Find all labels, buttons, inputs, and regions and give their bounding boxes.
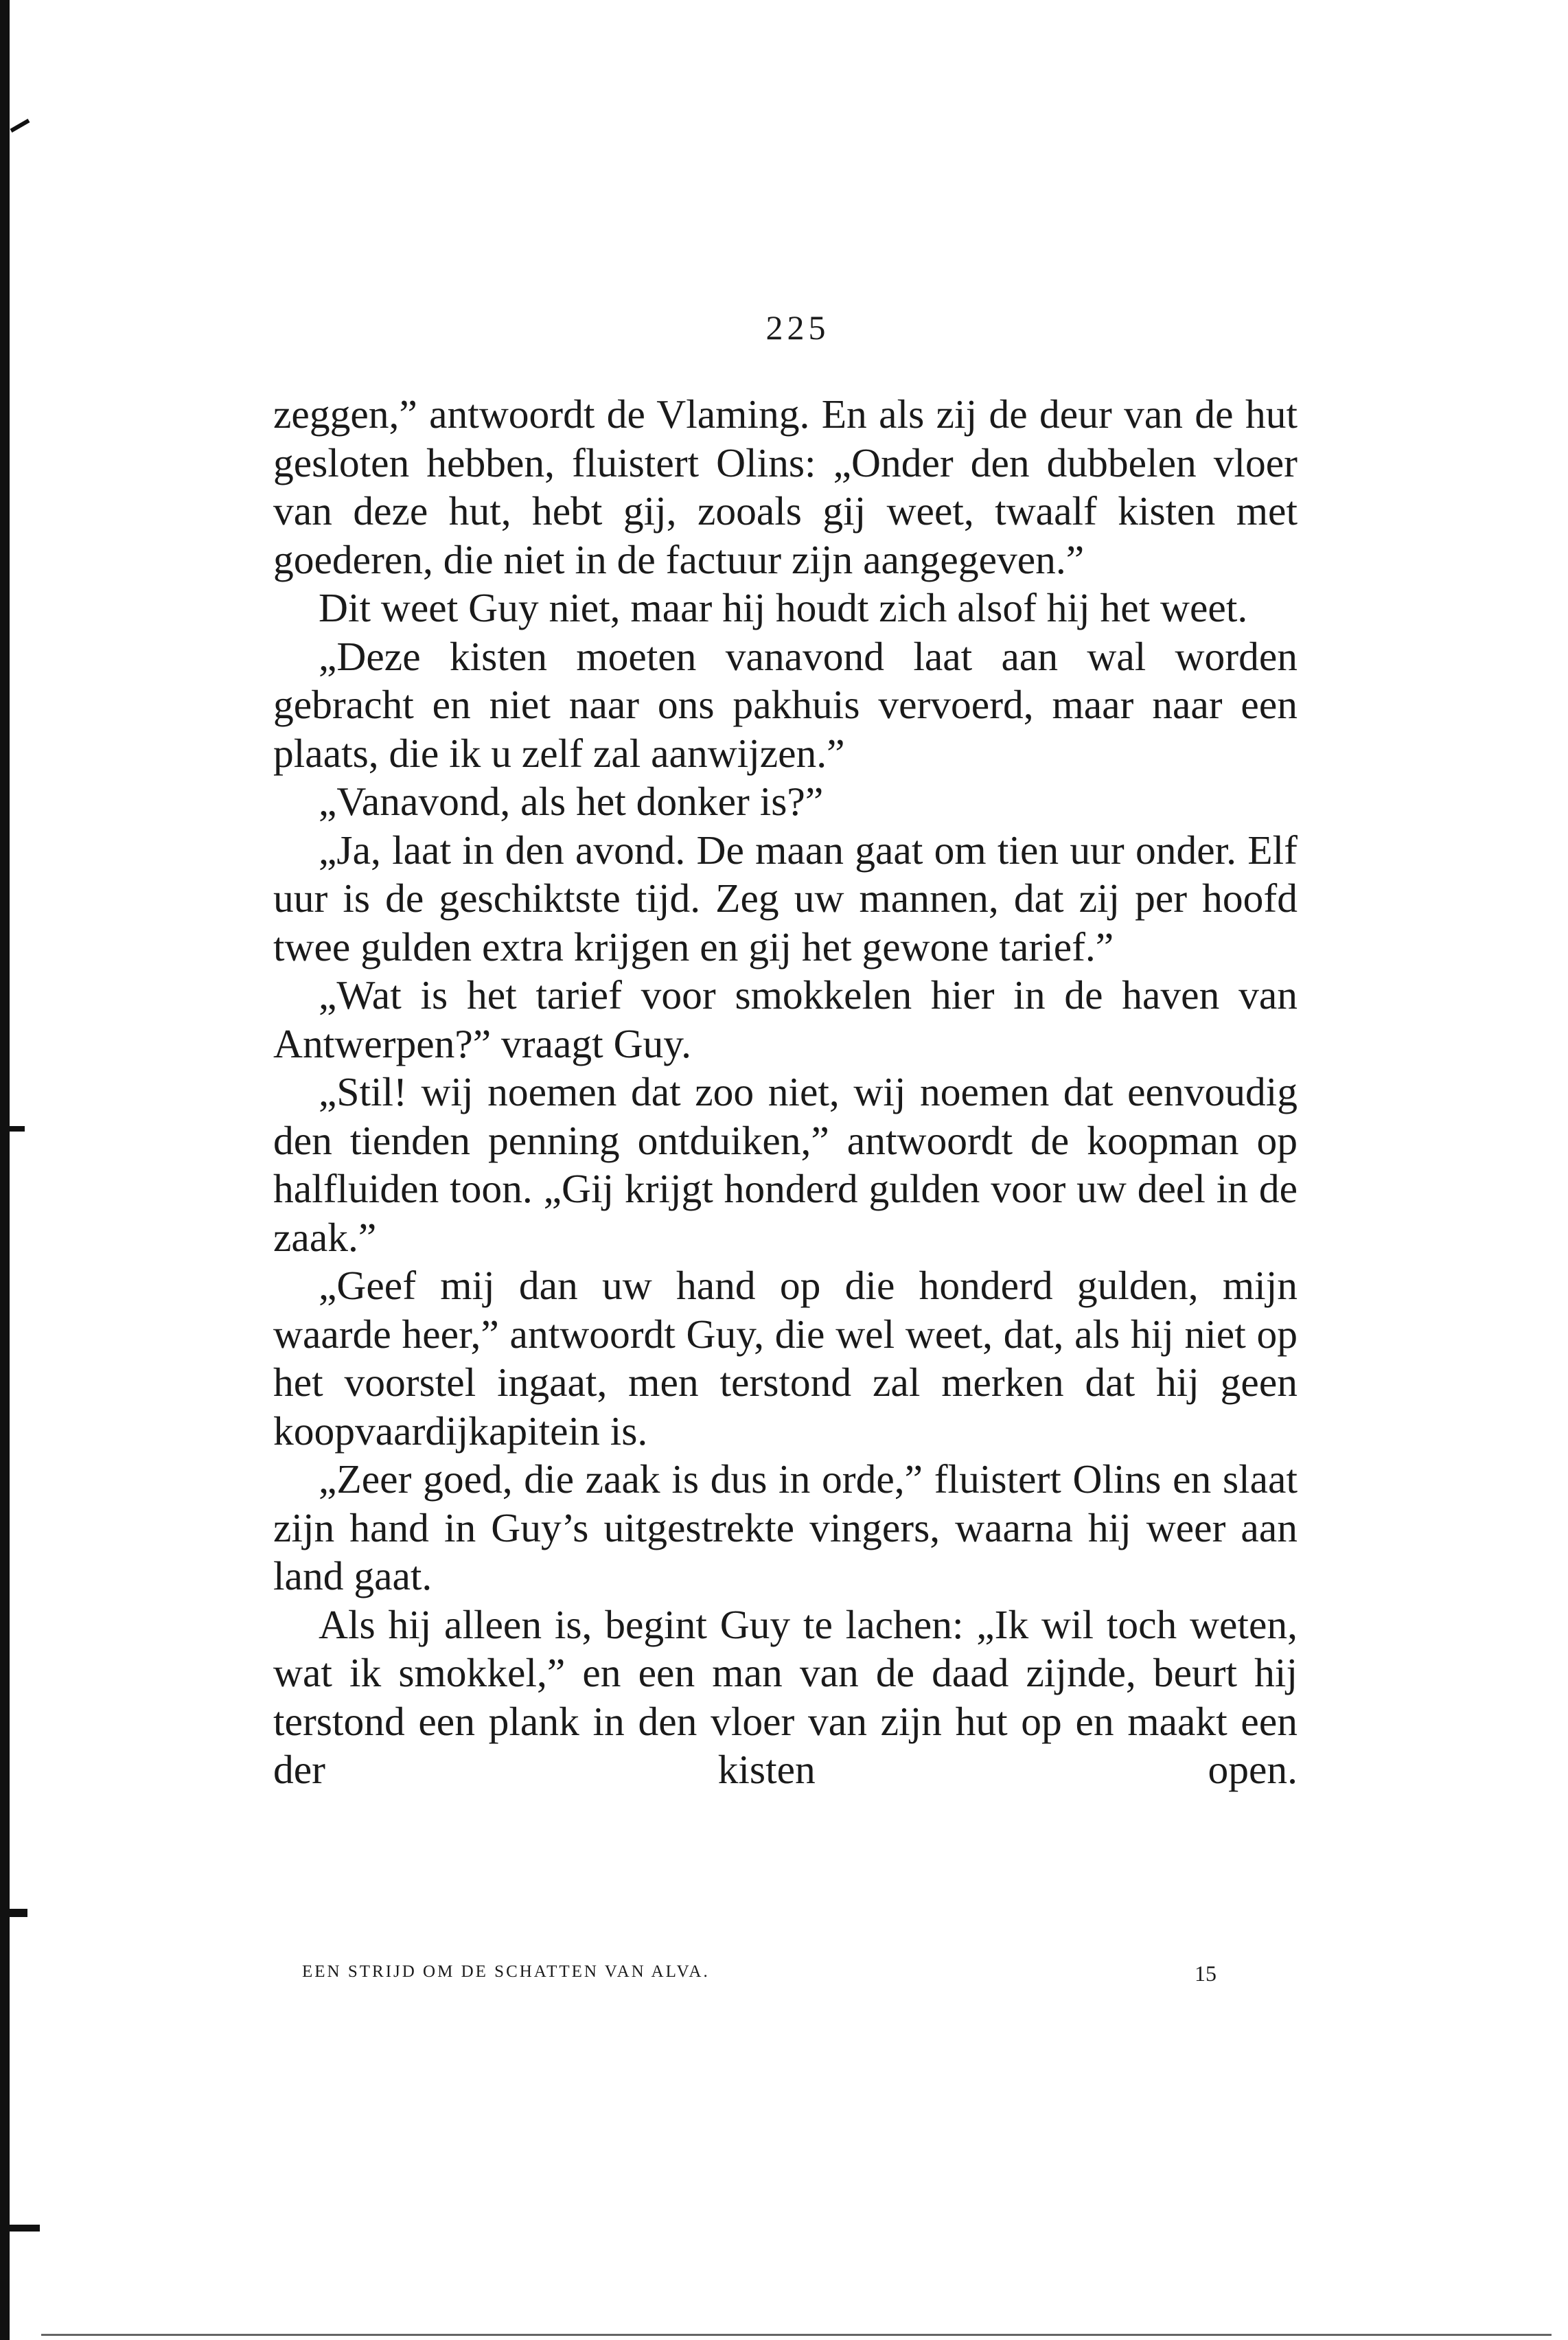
binding-mark: [10, 2225, 40, 2232]
page-number: 225: [765, 308, 830, 347]
page-bottom-edge: [41, 2334, 1552, 2336]
running-footer-title: EEN STRIJD OM DE SCHATTEN VAN ALVA.: [302, 1962, 710, 1981]
binding-mark: [10, 119, 30, 133]
paragraph: „Ja, laat in den avond. De maan gaat om tien uur onder. Elf uur is de geschiktste tijd. Zeg uw mannen, dat zij per hoofd twee gulden extra krijgen en gij het gewone tarief.”: [273, 827, 1298, 970]
page-binding-edge: [0, 0, 10, 2340]
paragraph: „Deze kisten moeten vanavond laat aan wal worden gebracht en niet naar ons pakhuis vervoerd, maar naar een plaats, die ik u zelf zal aanwijzen.”: [273, 633, 1298, 776]
paragraph: „Stil! wij noemen dat zoo niet, wij noemen dat eenvoudig den tienden penning ontduiken,” antwoordt de koopman op halfluiden toon. „Gij krijgt honderd gulden voor uw deel in de zaak.”: [273, 1069, 1298, 1260]
binding-mark: [10, 1126, 25, 1132]
paragraph: Dit weet Guy niet, maar hij houdt zich alsof hij het weet.: [319, 585, 1248, 630]
paragraph: „Vanavond, als het donker is?”: [319, 779, 824, 824]
paragraph: Als hij alleen is, begint Guy te lachen: „Ik wil toch weten, wat ik smokkel,” en een man van de daad zijnde, beurt hij terstond een plank in den vloer van zijn hut op en maakt een der kisten open.: [273, 1601, 1298, 1792]
paragraph: zeggen,” antwoordt de Vlaming. En als zij de deur van de hut gesloten hebben, fluistert Olins: „Onder den dubbelen vloer van deze hut, hebt gij, zooals gij weet, twaalf kisten met goederen, die niet in de factuur zijn aangegeven.”: [273, 391, 1298, 582]
binding-mark: [10, 1909, 27, 1917]
paragraph: „Wat is het tarief voor smokkelen hier in de haven van Antwerpen?” vraagt Guy.: [273, 972, 1298, 1066]
body-text: [273, 390, 1298, 1794]
paragraph: „Zeer goed, die zaak is dus in orde,” fluistert Olins en slaat zijn hand in Guy’s uitgestrekte vingers, waarna hij weer aan land gaat.: [273, 1456, 1298, 1598]
paragraph: „Geef mij dan uw hand op die honderd gulden, mijn waarde heer,” antwoordt Guy, die wel weet, dat, als hij niet op het voorstel ingaat, men terstond zal merken dat hij geen koopvaardijkapitein is.: [273, 1263, 1298, 1454]
signature-mark: 15: [1195, 1961, 1217, 1986]
